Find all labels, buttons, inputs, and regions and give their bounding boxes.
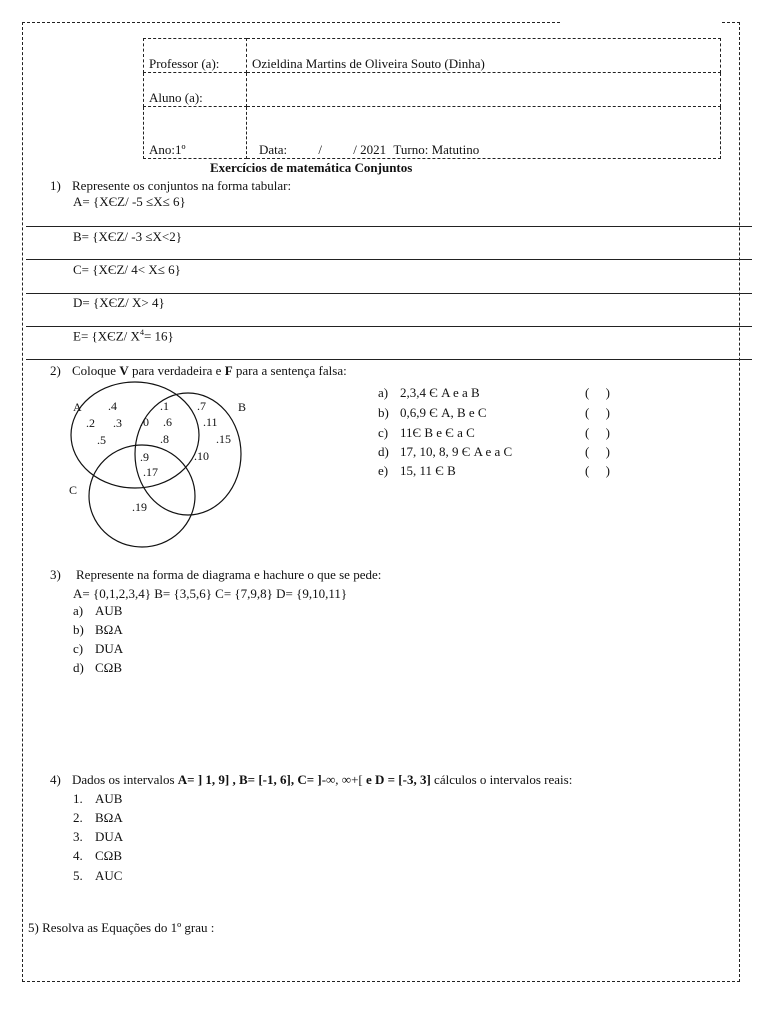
q2-prompt — [50, 363, 347, 379]
q1-set-b: B= {XЄZ/ -3 ≤X<2} — [73, 229, 182, 244]
venn-circle-b — [135, 393, 241, 515]
venn-label-c: C — [69, 483, 78, 497]
q1-set-e-suffix: = 16} — [143, 328, 174, 344]
q1-set-e-sup: 4 — [139, 328, 144, 337]
q2-item — [378, 463, 456, 479]
venn-element: .9 — [140, 450, 149, 464]
item-letter: c) — [378, 425, 389, 440]
q4-text-b: cálculos o intervalos reais: — [430, 772, 573, 787]
venn-element: .17 — [143, 465, 158, 479]
q4-item — [73, 829, 123, 845]
item-text: AUB — [95, 791, 123, 806]
venn-element: .3 — [113, 416, 122, 430]
venn-label-b: B — [238, 400, 247, 414]
item-text: CΩB — [95, 660, 123, 675]
q4-text-a: Dados os intervalos — [72, 772, 178, 787]
q3-prompt — [50, 567, 381, 583]
q3-item — [73, 622, 123, 638]
venn-diagram — [60, 380, 260, 550]
q4-intervals-b: e D = [-3, 3] — [362, 772, 431, 787]
q5-prompt: 5) Resolva as Equações do 1º grau : — [28, 920, 215, 935]
q4-item — [73, 868, 122, 884]
venn-label-a: A — [73, 400, 82, 414]
item-text: 11Є B e Є a C — [400, 425, 475, 440]
venn-element: .0 — [140, 415, 149, 429]
answer-line[interactable] — [26, 293, 752, 294]
aluno-field[interactable] — [247, 73, 721, 107]
item-letter: b) — [73, 622, 84, 637]
answer-paren[interactable]: ( ) — [585, 444, 610, 459]
q2-f: F — [224, 363, 233, 378]
q1-set-e-prefix: E= {XЄZ/ X — [73, 328, 140, 344]
venn-element: .15 — [216, 432, 231, 446]
answer-line[interactable] — [26, 359, 752, 360]
item-text: 17, 10, 8, 9 Є A e a C — [400, 444, 513, 459]
item-letter: a) — [73, 603, 84, 618]
q1-set-a: A= {XЄZ/ -5 ≤X≤ 6} — [73, 194, 186, 209]
venn-element: .1 — [160, 399, 169, 413]
item-letter: d) — [73, 660, 84, 675]
answer-paren[interactable]: ( ) — [585, 463, 610, 478]
item-letter: d) — [378, 444, 389, 459]
ano-label: Ano:1º — [144, 107, 247, 159]
item-text: AUB — [95, 603, 123, 618]
item-text: BΩA — [95, 810, 123, 825]
venn-element: .19 — [132, 500, 147, 514]
q2-item — [378, 425, 475, 441]
q3-item — [73, 603, 122, 619]
data-year: / 2021 — [353, 142, 387, 157]
q1-prompt — [50, 178, 291, 194]
q1-number: 1) — [50, 178, 61, 193]
item-text: CΩB — [95, 848, 123, 863]
item-text: AUC — [95, 868, 123, 883]
q4-intervals-mid: -∞, ∞+[ — [321, 772, 363, 787]
item-text: 2,3,4 Є A e a B — [400, 385, 480, 400]
item-letter: 5. — [73, 868, 83, 883]
item-letter: e) — [378, 463, 389, 478]
q3-text: Represente na forma de diagrama e hachure o que se pede: — [76, 567, 382, 582]
q1-set-e — [73, 328, 174, 344]
item-text: 15, 11 Є B — [400, 463, 456, 478]
q3-item — [73, 660, 122, 676]
q2-v: V — [119, 363, 129, 378]
item-letter: 4. — [73, 848, 83, 863]
item-text: DUA — [95, 641, 124, 656]
q4-item — [73, 791, 122, 807]
q1-set-d: D= {XЄZ/ X> 4} — [73, 295, 165, 310]
venn-element: .10 — [194, 449, 209, 463]
venn-element: .11 — [203, 415, 218, 429]
venn-element: .4 — [108, 399, 117, 413]
q3-number: 3) — [50, 567, 61, 582]
page-title: Exercícios de matemática Conjuntos — [210, 160, 413, 175]
venn-element: .6 — [163, 415, 172, 429]
item-text: DUA — [95, 829, 124, 844]
item-letter: a) — [378, 385, 389, 400]
venn-element: .7 — [197, 399, 206, 413]
venn-circle-a — [71, 382, 199, 488]
venn-element: .8 — [160, 432, 169, 446]
q4-prompt — [50, 772, 572, 788]
q3-sets: A= {0,1,2,3,4} B= {3,5,6} C= {7,9,8} D= {9,10,11} — [73, 586, 348, 601]
item-letter: c) — [73, 641, 84, 656]
venn-element: .5 — [97, 433, 106, 447]
item-letter: b) — [378, 405, 389, 420]
q4-item — [73, 810, 123, 826]
q1-set-c: C= {XЄZ/ 4< X≤ 6} — [73, 262, 181, 277]
data-label: Data: — [259, 142, 288, 157]
answer-paren[interactable]: ( ) — [585, 425, 610, 440]
header-table — [143, 38, 721, 159]
item-text: 0,6,9 Є A, B e C — [400, 405, 487, 420]
item-text: BΩA — [95, 622, 123, 637]
answer-line[interactable] — [26, 226, 752, 227]
item-letter: 2. — [73, 810, 83, 825]
q2-item — [378, 405, 487, 421]
professor-label: Professor (a): — [144, 39, 247, 73]
q4-intervals-a: A= ] 1, 9] , B= [-1, 6], C= ] — [177, 772, 322, 787]
venn-element: .2 — [86, 416, 95, 430]
professor-name: Ozieldina Martins de Oliveira Souto (Dinha) — [247, 39, 721, 73]
q4-number: 4) — [50, 772, 61, 787]
data-sep: / — [318, 142, 323, 157]
answer-paren[interactable]: ( ) — [585, 385, 610, 400]
q2-text-b: para verdadeira e — [128, 363, 225, 378]
q2-item — [378, 444, 512, 460]
q3-item — [73, 641, 123, 657]
item-letter: 1. — [73, 791, 83, 806]
q2-text-c: para a sentença falsa: — [232, 363, 347, 378]
data-turno-cell — [247, 107, 721, 159]
q1-text: Represente os conjuntos na forma tabular: — [72, 178, 292, 193]
aluno-label: Aluno (a): — [144, 73, 247, 107]
answer-paren[interactable]: ( ) — [585, 405, 610, 420]
q4-item — [73, 848, 122, 864]
border-gap — [560, 17, 720, 27]
turno: Turno: Matutino — [393, 142, 480, 157]
answer-line[interactable] — [26, 259, 752, 260]
q2-text-a: Coloque — [72, 363, 120, 378]
q2-item — [378, 385, 480, 401]
item-letter: 3. — [73, 829, 83, 844]
q2-number: 2) — [50, 363, 61, 378]
answer-line[interactable] — [26, 326, 752, 327]
